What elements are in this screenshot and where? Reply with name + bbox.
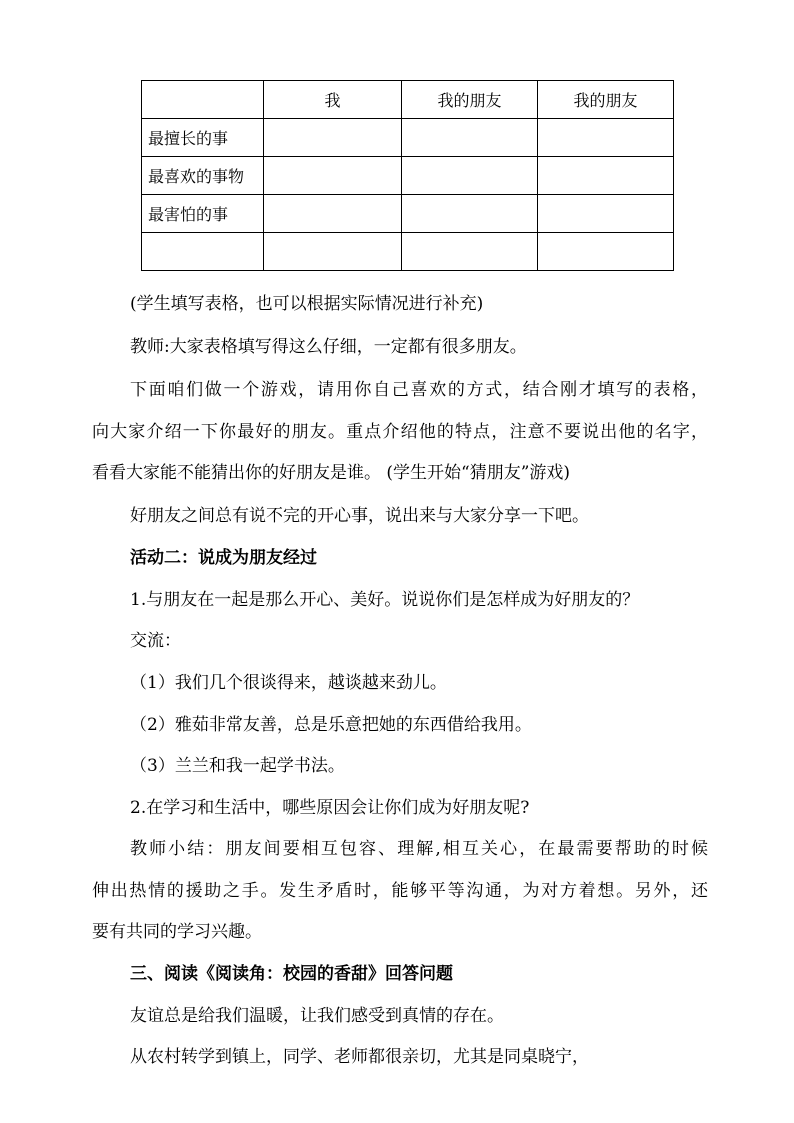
answer-two: （2）雅茹非常友善，总是乐意把她的东西借给我用。 — [130, 715, 532, 735]
table-cell — [538, 119, 674, 157]
table-row — [142, 157, 674, 195]
table-cell — [538, 157, 674, 195]
reading-line-2: 从农村转学到镇上，同学、老师都很亲切，尤其是同桌晓宁， — [130, 1047, 589, 1067]
table-header-cell — [142, 81, 264, 119]
summary-line-3: 要有共同的学习兴趣。 — [92, 922, 262, 942]
table-cell — [402, 195, 538, 233]
paragraph-table-note: (学生填写表格，也可以根据实际情况进行补充) — [130, 294, 484, 314]
question-one: 1.与朋友在一起是那么开心、美好。说说你们是怎样成为好朋友的？ — [130, 590, 640, 610]
paragraph-game-line-3: 看看大家能不能猜出你的好朋友是谁。 (学生开始“猜朋友”游戏) — [92, 463, 571, 483]
table-row-label: 最喜欢的事物 — [142, 157, 264, 195]
paragraph-teacher-remark: 教师:大家表格填写得这么仔细，一定都有很多朋友。 — [130, 337, 527, 357]
table-row — [142, 195, 674, 233]
summary-line-1: 教师小结：朋友间要相互包容、理解,相互关心，在最需要帮助的时候 — [130, 839, 708, 859]
table-header-cell: 我 — [264, 81, 402, 119]
table-cell — [402, 119, 538, 157]
section-heading-activity-two: 活动二：说成为朋友经过 — [130, 548, 317, 568]
table-row-label: 最擅长的事 — [142, 119, 264, 157]
question-two: 2.在学习和生活中，哪些原因会让你们成为好朋友呢? — [130, 798, 530, 818]
answer-three: （3）兰兰和我一起学书法。 — [130, 756, 345, 776]
paragraph-game-line-2: 向大家介绍一下你最好的朋友。重点介绍他的特点，注意不要说出他的名字， — [92, 422, 708, 442]
table-cell — [402, 233, 538, 271]
table-header-row — [142, 81, 674, 119]
table-cell — [264, 233, 402, 271]
paragraph-game-line-1: 下面咱们做一个游戏，请用你自己喜欢的方式，结合刚才填写的表格， — [130, 380, 708, 400]
table-row-label: 最害怕的事 — [142, 195, 264, 233]
friends-table — [141, 80, 674, 271]
table-cell — [264, 119, 402, 157]
section-heading-reading: 三、阅读《阅读角：校园的香甜》回答问题 — [130, 964, 453, 984]
table-row — [142, 233, 674, 271]
table-cell — [538, 195, 674, 233]
table-header-cell: 我的朋友 — [402, 81, 538, 119]
table-header-cell: 我的朋友 — [538, 81, 674, 119]
exchange-label: 交流： — [130, 631, 181, 651]
table-cell — [402, 157, 538, 195]
table-cell — [264, 195, 402, 233]
table-row — [142, 119, 674, 157]
summary-line-2: 伸出热情的援助之手。发生矛盾时，能够平等沟通，为对方着想。另外，还 — [92, 881, 708, 901]
paragraph-share: 好朋友之间总有说不完的开心事，说出来与大家分享一下吧。 — [130, 506, 589, 526]
reading-line-1: 友谊总是给我们温暖，让我们感受到真情的存在。 — [130, 1006, 504, 1026]
table-cell — [538, 233, 674, 271]
answer-one: （1）我们几个很谈得来，越谈越来劲儿。 — [130, 673, 447, 693]
table-cell — [264, 157, 402, 195]
table-row-label — [142, 233, 264, 271]
